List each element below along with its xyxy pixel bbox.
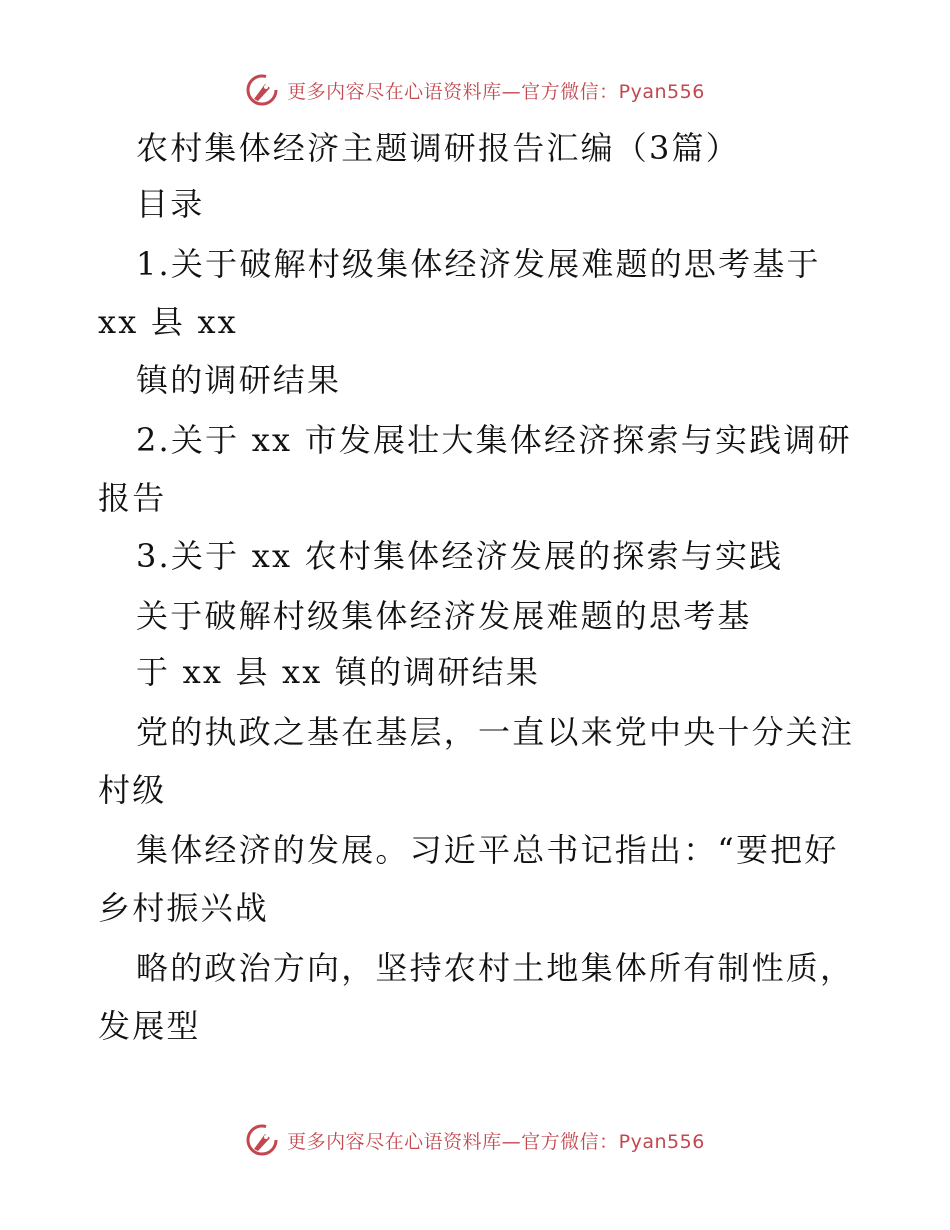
section-title-cont: 于 xx 县 xx 镇的调研结果 [136, 653, 541, 691]
paragraph-line: 党的执政之基在基层，一直以来党中央十分关注 [136, 713, 855, 751]
document-title: 农村集体经济主题调研报告汇编（3篇） [136, 129, 740, 167]
toc-item-2-cont: 报告 [98, 479, 167, 517]
paragraph-line: 集体经济的发展。习近平总书记指出：“要把好 [136, 831, 839, 869]
toc-item-2: 2.关于 xx 市发展壮大集体经济探索与实践调研 [136, 421, 852, 459]
section-title: 关于破解村级集体经济发展难题的思考基 [136, 597, 752, 635]
paragraph-line: 发展型 [98, 1007, 201, 1045]
toc-item-1: 1.关于破解村级集体经济发展难题的思考基于 [136, 245, 821, 283]
paragraph-line: 村级 [98, 771, 167, 809]
pen-nib-logo-icon [245, 73, 279, 107]
paragraph-line: 略的政治方向，坚持农村土地集体所有制性质， [136, 949, 855, 987]
toc-heading: 目录 [136, 185, 205, 223]
pen-nib-logo-icon [245, 1123, 279, 1157]
toc-item-1-cont: xx 县 xx [98, 303, 238, 341]
header-watermark [0, 68, 950, 112]
footer-watermark-text: 更多内容尽在心语资料库—官方微信：Pyan556 [287, 1130, 705, 1153]
toc-item-3: 3.关于 xx 农村集体经济发展的探索与实践 [136, 537, 784, 575]
header-watermark-text: 更多内容尽在心语资料库—官方微信：Pyan556 [287, 80, 705, 103]
footer-watermark [0, 1118, 950, 1162]
toc-item-1-cont2: 镇的调研结果 [136, 361, 342, 399]
paragraph-line: 乡村振兴战 [98, 889, 270, 927]
